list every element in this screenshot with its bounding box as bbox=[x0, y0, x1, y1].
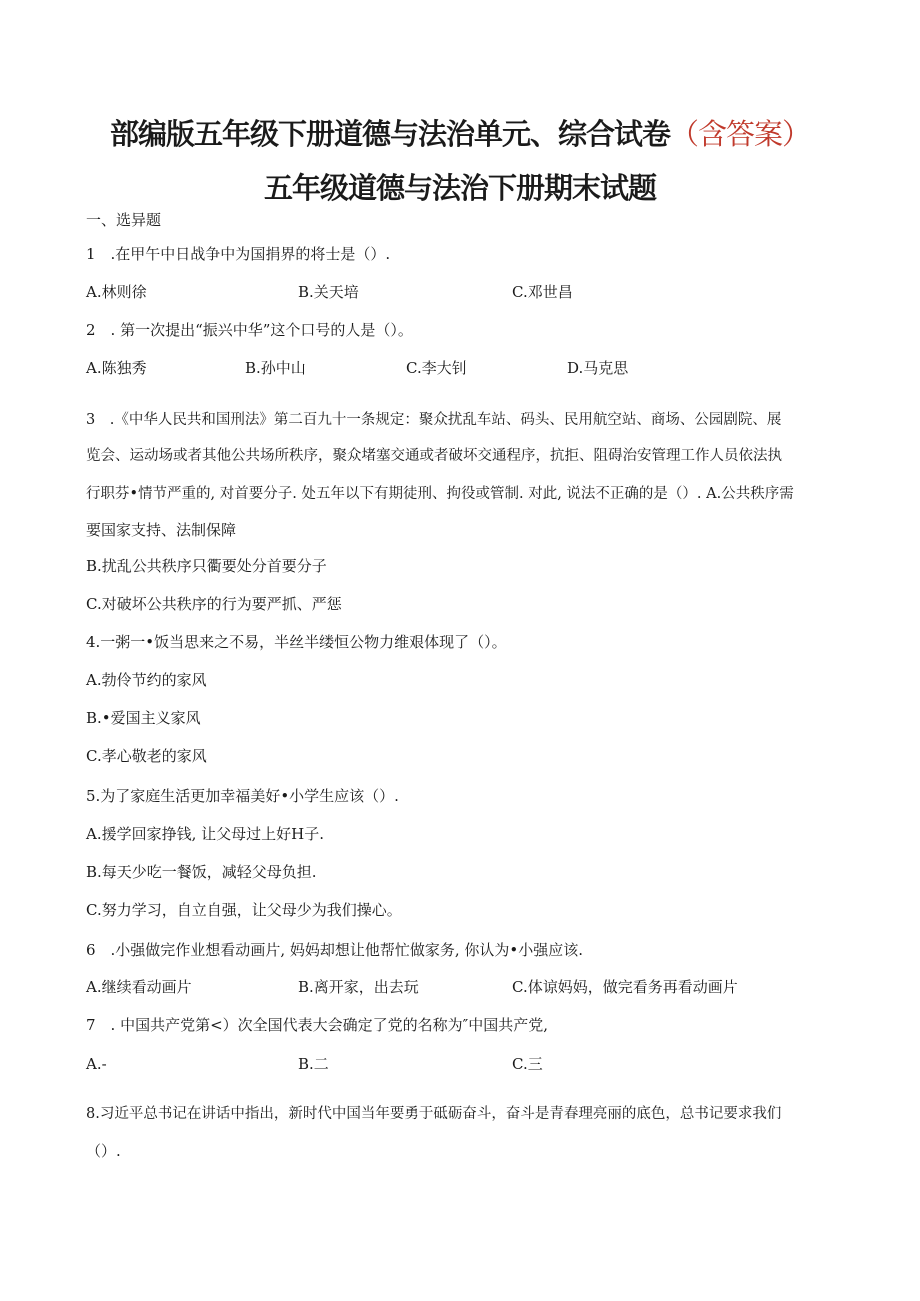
q5-option-b: B.每天少吃一餐饭，减轻父母负担. bbox=[86, 863, 317, 881]
q7-option-c: C.三 bbox=[512, 1055, 543, 1073]
q3-option-b: B.扰乱公共秩序只衢要处分首要分子 bbox=[86, 557, 327, 575]
q7-stem: 7 . 中国共产党第<）次全国代表大会确定了党的名称为″中国共产党, bbox=[86, 1016, 549, 1034]
q3-line-2: 览会、运动场或者其他公共场所秩序，聚众堵塞交通或者破坏交通程序，抗拒、阻碍治安管理工作人员依法执 bbox=[86, 448, 782, 464]
q8-line-2: （）. bbox=[86, 1142, 121, 1160]
q1-option-b: B.关天培 bbox=[298, 283, 359, 301]
q2-option-a: A.陈独秀 bbox=[86, 359, 147, 377]
section-heading: 一、选异题 bbox=[86, 211, 162, 229]
q1-option-a: A.林则徐 bbox=[86, 283, 147, 301]
q3-line-1: 3 .《中华人民共和国刑法》第二百九十一条规定：聚众扰乱车站、码头、民用航空站、商场、公园剧院、展 bbox=[86, 412, 782, 428]
q4-option-b: B.•爱国主义家风 bbox=[86, 709, 201, 727]
q4-stem: 4.一粥一•饭当思来之不易，半丝半缕恒公物力维艰体现了（）。 bbox=[86, 633, 507, 651]
q6-option-b: B.离开家，出去玩 bbox=[298, 978, 419, 996]
q2-option-d: D.马克思 bbox=[567, 359, 629, 377]
title-main: 部编版五年级下册道德与法治单元、综合试卷 bbox=[109, 117, 670, 151]
q3-line-4: 要国家支持、法制保障 bbox=[86, 521, 237, 539]
document-subtitle: 五年级道德与法治下册期末试题 bbox=[263, 171, 656, 205]
q1-option-c: C.邓世昌 bbox=[512, 283, 573, 301]
q3-option-c: C.对破坏公共秩序的行为要严抓、严惩 bbox=[86, 595, 342, 613]
title-answer-note: （含答案） bbox=[670, 117, 811, 151]
q6-option-a: A.继续看动画片 bbox=[86, 978, 192, 996]
q2-option-c: C.李大钊 bbox=[406, 359, 467, 377]
q5-stem: 5.为了家庭生活更加幸福美好•小学生应该（）. bbox=[86, 787, 399, 805]
q1-stem: 1 .在甲午中日战争中为国捐界的将士是（）. bbox=[86, 245, 391, 263]
q6-stem: 6 .小强做完作业想看动画片, 妈妈却想让他帮忙做家务, 你认为•小强应该. bbox=[86, 941, 584, 959]
q3-line-3: 行职芬•情节严重的, 对首要分子. 处五年以下有期徒刑、拘役或管制. 对此, 说法不正确的是（）. A.公共秩序需 bbox=[86, 486, 794, 502]
q5-option-a: A.援学回家挣钱, 让父母过上好H子. bbox=[86, 825, 324, 843]
q8-line-1: 8.习近平总书记在讲话中指出，新时代中国当年要勇于砥砺奋斗，奋斗是青春理亮丽的底色，总书记要求我们 bbox=[86, 1106, 782, 1122]
q4-option-c: C.孝心敬老的家风 bbox=[86, 747, 207, 765]
document-title bbox=[0, 112, 920, 153]
q6-option-c: C.体谅妈妈，做完看务再看动画片 bbox=[512, 978, 738, 996]
q2-stem: 2 . 第一次提出“振兴中华”这个口号的人是（）。 bbox=[86, 321, 413, 339]
q7-option-b: B.二 bbox=[298, 1055, 329, 1073]
q7-option-a: A.- bbox=[86, 1055, 107, 1073]
q5-option-c: C.努力学习，自立自强，让父母少为我们操心。 bbox=[86, 901, 402, 919]
q4-option-a: A.勃伶节约的家风 bbox=[86, 671, 207, 689]
q2-option-b: B.孙中山 bbox=[245, 359, 306, 377]
